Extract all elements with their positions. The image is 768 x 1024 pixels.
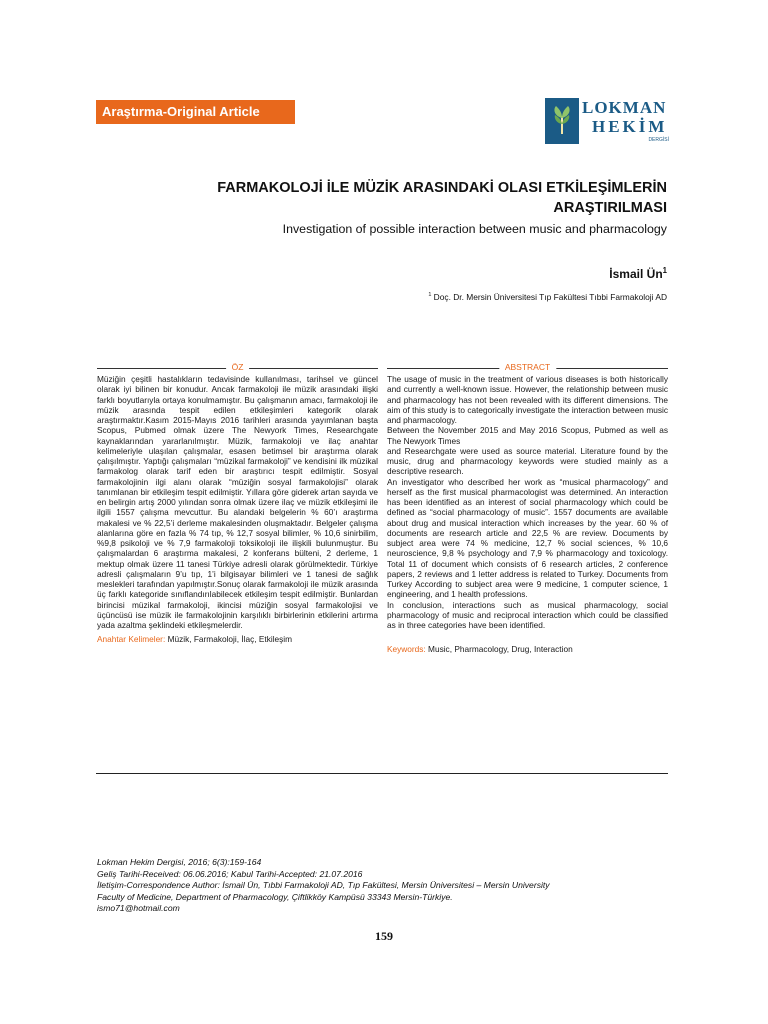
abstract-keywords [387, 644, 668, 654]
abstract-paragraph-5: In conclusion, interactions such as musical pharmacology, social pharmacology of music and reciprocal interaction which could be classified as in three categories have been identified. [387, 599, 668, 630]
footer-citation: Lokman Hekim Dergisi, 2016; 6(3):159-164 [97, 857, 262, 867]
abstract-heading [387, 363, 668, 373]
leaf-icon [550, 104, 574, 136]
author-name: İsmail Ün [609, 267, 663, 281]
footer-email: ismo71@hotmail.com [97, 903, 180, 914]
article-footer [97, 857, 677, 915]
journal-logo [545, 98, 669, 144]
article-type-banner: Araştırma-Original Article [96, 100, 295, 124]
abstract-paragraph-2: Between the November 2015 and May 2016 Scopus, Pubmed as well as The Newyork Times [387, 425, 668, 446]
oz-keywords [97, 634, 378, 644]
affiliation-sup: 1 [428, 292, 432, 299]
logo-emblem [545, 98, 579, 144]
affiliation [428, 292, 667, 302]
affiliation-text: Doç. Dr. Mersin Üniversitesi Tıp Fakültesi Tıbbi Farmakoloji AD [431, 292, 667, 302]
abstract-paragraph-1: The usage of music in the treatment of various diseases is both historically and currently a well-known issue. However, the relationship between music and pharmacology has not been revealed with its different dimensions. The aim of this study is to categorically investigate the interaction between music and pharmacology. [387, 374, 668, 425]
abstract-heading-label: ABSTRACT [499, 362, 556, 373]
abstract-column [387, 363, 668, 655]
article-subtitle: Investigation of possible interaction between music and pharmacology [282, 222, 667, 236]
logo-text-line3: DERGİSİ [648, 137, 669, 143]
abstract-keywords-text: Music, Pharmacology, Drug, Interaction [425, 644, 573, 655]
logo-text-line1: LOKMAN [582, 98, 667, 117]
oz-heading [97, 363, 378, 373]
abstract-paragraph-3: and Researchgate were used as source material. Literature found by the music, drug and pharmacology keywords were studied mainly as a descriptive research. [387, 445, 668, 477]
author-sup: 1 [662, 266, 667, 275]
logo-text-line2: HEKİM [592, 117, 668, 136]
title-line-2: ARAŞTIRILMASI [553, 200, 667, 216]
oz-column [97, 363, 378, 645]
oz-heading-label: ÖZ [226, 362, 250, 373]
abstract-keywords-label: Keywords: [387, 644, 426, 655]
page-number: 159 [375, 929, 393, 943]
oz-keywords-text: Müzik, Farmakoloji, İlaç, Etkileşim [165, 634, 293, 645]
oz-keywords-label: Anahtar Kelimeler: [97, 634, 166, 645]
footer-address: Faculty of Medicine, Department of Pharmacology, Çiftlikköy Kampüsü 33343 Mersin-Türkiye. [97, 891, 453, 902]
author-line [609, 266, 667, 281]
abstract-paragraph-4: An investigator who described her work as “musical pharmacology” and herself as the first musical pharmacologist was determined. An interaction has been identified as an interest of social pharmacology which could be defined as “social pharmacology of music”. 1557 documents are available about drug and musical interaction which increases by the year. 60 % of documents are research article and 22,5 % are review. Documents by subject area were 74 % medicine, 12,7 % social sciences, % 10,6 neuroscience, 9,8 % psychology and 7,9 % pharmacology and toxicology. Total 11 of document which consists of 6 research articles, 2 conference papers, 2 reviews and 1 letter address is related to Turkey. Documents from Turkey According to subject area were 9 medicine, 1 computer science, 1 engineering, and 1 health professions. [387, 476, 668, 600]
article-title [147, 178, 667, 218]
footer-correspondence: İletişim-Correspondence Author: İsmail Ün, Tıbbi Farmakoloji AD, Tıp Fakültesi, Mersin Üniversitesi – Mersin University [97, 880, 550, 891]
title-line-1: FARMAKOLOJİ İLE MÜZİK ARASINDAKİ OLASI ETKİLEŞİMLERİN [217, 180, 667, 196]
footer-dates: Geliş Tarihi-Received: 06.06.2016; Kabul Tarihi-Accepted: 21.07.2016 [97, 868, 363, 879]
oz-text: Müziğin çeşitli hastalıkların tedavisinde kullanılması, tarihsel ve güncel olarak iyi bilinen bir konudur. Ancak farmakoloji ile müzik arasındaki ilişki farklı boyutlarıyla ortaya konulmamıştır. Bu çalışmanın amacı, farmakoloji ile müzik arasında tespit edilen etkileşimleri kategorik olarak araştırmaktır.Kasım 2015-Mayıs 2016 tarihleri arasında yayımlanan başta Scopus, Pubmed olmak üzere The Newyork Times, Researchgate kaynaklarından yararlanılmıştır. Müzik, farmakoloji ve ilaç anahtar kelimeleriyle ulaşılan çalışmalar, esasen betimsel bir araştırma olarak çalışılmıştır. Yaptığı çalışmaları “müzikal farmakoloji” ve kendisini ilk müzikal farmakolog olarak tarif eden bir araştırıcı tespit edilmiştir. Sosyal farmakolojinin ilgi alanı olarak “müziğin sosyal farmakolojisi” olarak tanımlanan bir etkileşim tespit edilmiştir. Yıllara göre giderek artan sayıda ve en belirgin artış 2000 yılından sonra olmak üzere ilaç ve müzik etkileşimi ile ilgili 1557 çalışma mevcuttur. Bu alandaki belgelerin % 60’ı araştırma makalesi ve % 22,5’i derleme makalesinden oluşmaktadır. Belgeler çalışma alanlarına göre en fazla % 74 tıp, % 12,7 sosyal bilimler, % 10,6 sinirbilim, %9,8 psikoloji ve % 7,9 farmakoloji toksikoloji ile ilişkili bulunmuştur. Bu çalışmalardan 6 araştırma makalesi, 2 konferans bülteni, 2 derleme, 1 mektup olmak üzere 11 tanesi Türkiye adresli olarak görülmektedir. Türkiye adresli çalışmaların 9’u tıp, 1’i bilgisayar bilimleri ve 1 tanesi de sağlık meslekleri tarafından yapılmıştır.Sonuç olarak farmakoloji ile müzik arasında üç farklı kategoride sınıflandırılabilecek etkileşim tespit edilmiştir. Bunlardan birincisi müzikal farmakoloji, ikincisi müziğin sosyal farmakolojisi ve üçüncüsü ise müzik ile farmakolojinin karşılıklı birbirlerinin etkilerini artırma yada azaltma şeklindeki etkileşmelerdir. [97, 374, 378, 630]
section-divider [96, 773, 668, 774]
